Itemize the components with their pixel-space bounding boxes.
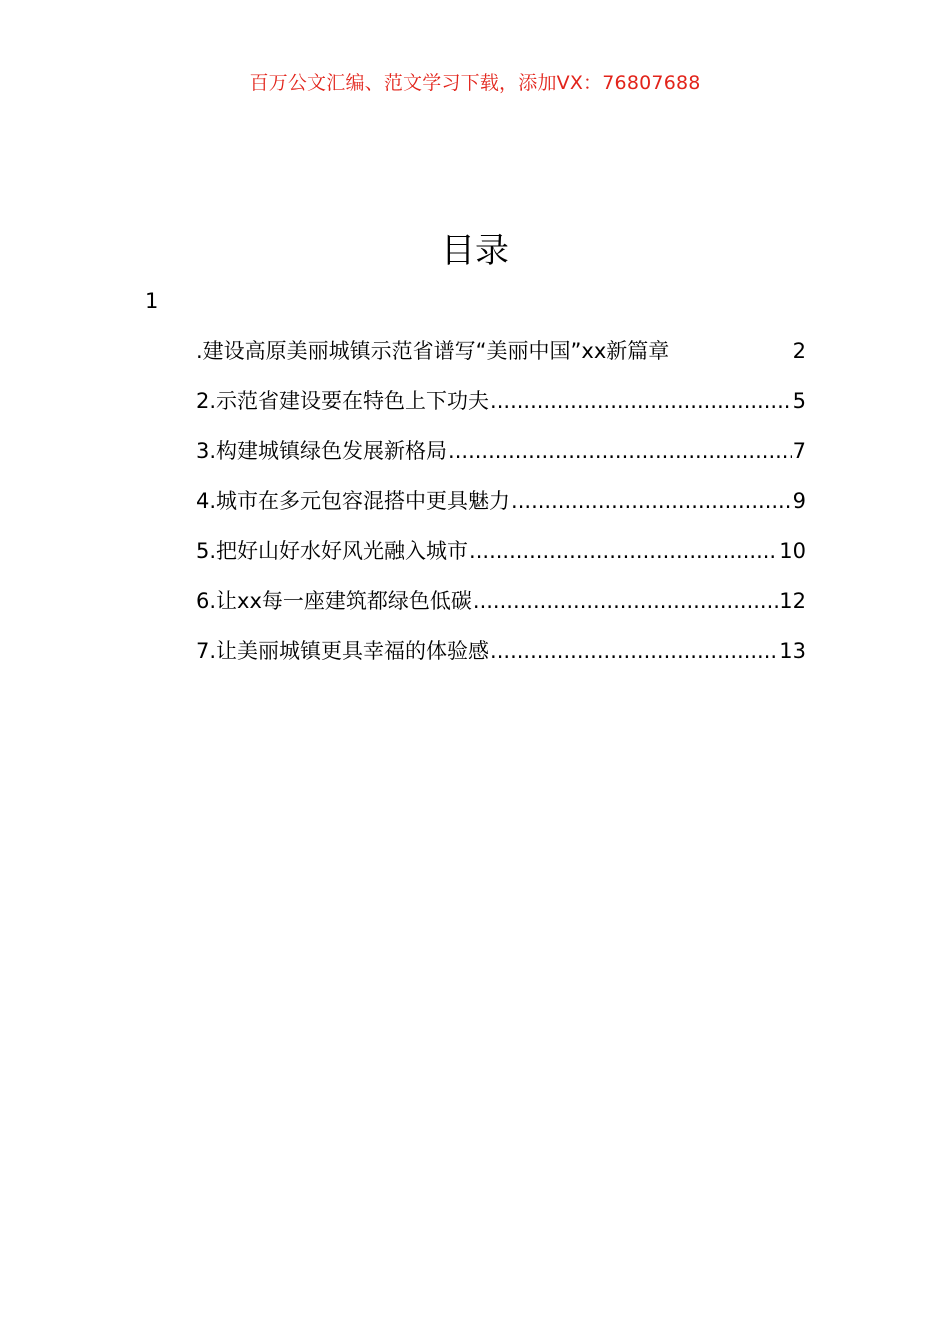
toc-entry-text: 2.示范省建设要在特色上下功夫 xyxy=(196,389,490,413)
toc-leader-dots xyxy=(448,434,792,468)
toc-entry[interactable] xyxy=(196,634,806,684)
toc-section-number: 1 xyxy=(145,289,159,313)
toc-entry[interactable] xyxy=(196,534,806,584)
toc-entry[interactable] xyxy=(196,334,806,384)
toc-entry-text: 5.把好山好水好风光融入城市 xyxy=(196,539,469,563)
toc-entry-page: 13 xyxy=(779,639,806,663)
toc-entry[interactable] xyxy=(196,584,806,634)
toc-entry-page: 5 xyxy=(792,389,806,413)
toc-leader-dots xyxy=(511,484,792,518)
toc-entry-page: 9 xyxy=(792,489,806,513)
toc-entry[interactable] xyxy=(196,384,806,434)
toc-leader-dots xyxy=(490,634,778,668)
toc-list xyxy=(196,334,806,684)
toc-entry-text: 6.让xx每一座建筑都绿色低碳 xyxy=(196,589,472,613)
toc-entry-page: 10 xyxy=(779,539,806,563)
toc-entry[interactable] xyxy=(196,484,806,534)
toc-entry-page: 7 xyxy=(792,439,806,463)
toc-entry-text: .建设高原美丽城镇示范省谱写“美丽中国”xx新篇章 xyxy=(196,339,670,363)
header-note: 百万公文汇编、范文学习下载，添加VX：76807688 xyxy=(249,72,701,94)
toc-title: 目录 xyxy=(441,231,509,271)
toc-leader-dots xyxy=(473,584,778,618)
toc-leader-dots xyxy=(490,384,792,418)
toc-entry-page: 2 xyxy=(792,339,806,363)
toc-entry-page: 12 xyxy=(779,589,806,613)
toc-leader-dots xyxy=(469,534,778,568)
toc-entry-text: 4.城市在多元包容混搭中更具魅力 xyxy=(196,489,511,513)
toc-entry[interactable] xyxy=(196,434,806,484)
toc-entry-text: 3.构建城镇绿色发展新格局 xyxy=(196,439,448,463)
toc-entry-text: 7.让美丽城镇更具幸福的体验感 xyxy=(196,639,490,663)
